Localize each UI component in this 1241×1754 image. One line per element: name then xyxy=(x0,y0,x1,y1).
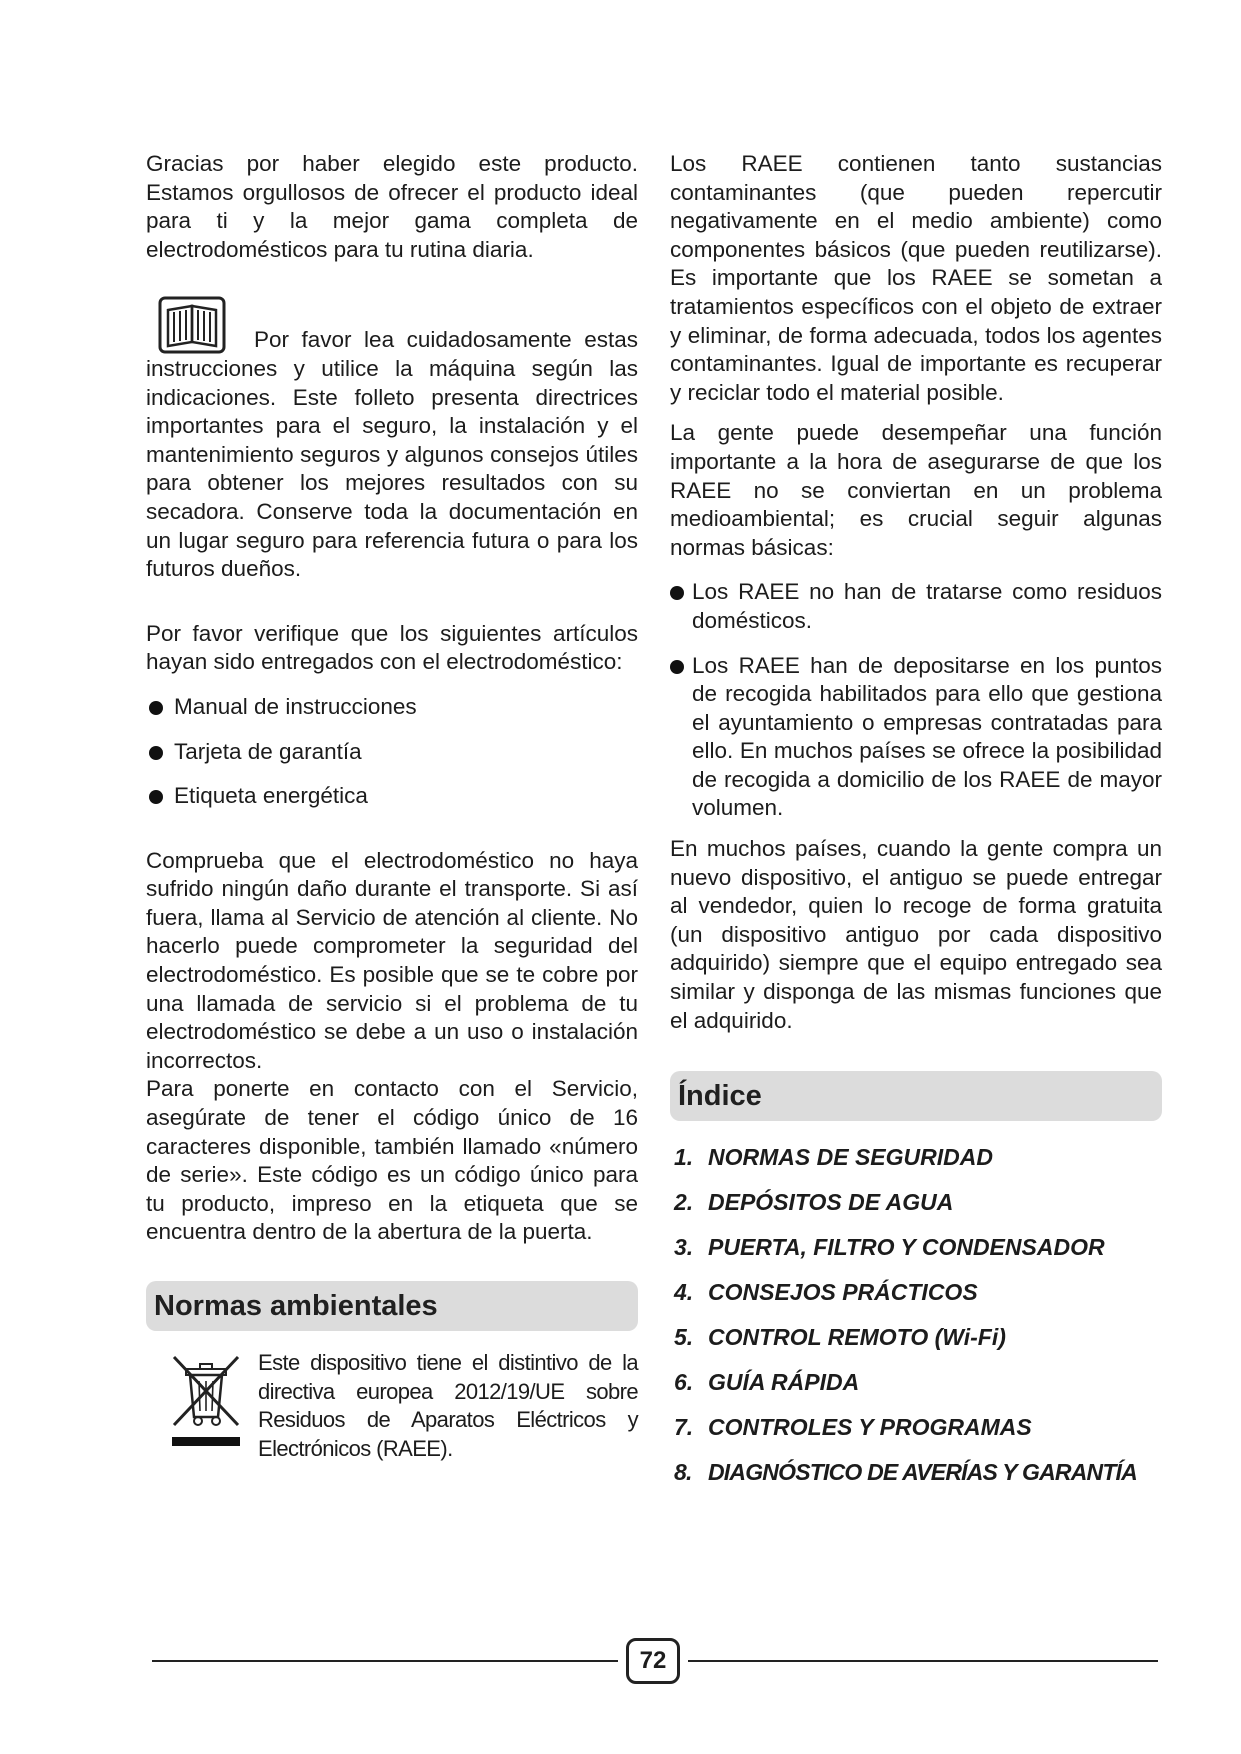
crossed-out-wheelie-bin-icon xyxy=(166,1349,246,1449)
toc-item[interactable]: 1. NORMAS DE SEGURIDAD xyxy=(674,1144,993,1171)
check-damage-paragraph: Comprueba que el electrodoméstico no haya sufrido ningún daño durante el transporte. Si así fuera, llama al Servicio de atención al cliente. No hacerlo puede comprometer la seguridad del electrodoméstico. Es posible que se te cobre por una llamada de servicio si el problema de tu electrodoméstico se debe a un uso o instalación incorrectos. xyxy=(146,847,638,1073)
right-column xyxy=(670,150,1162,1503)
list-item: Manual de instrucciones xyxy=(146,693,638,722)
toc-item[interactable]: 5. CONTROL REMOTO (Wi-Fi) xyxy=(674,1324,1006,1351)
delivered-items-list xyxy=(146,693,638,811)
page-number: 72 xyxy=(626,1638,680,1684)
left-column xyxy=(146,150,638,1463)
list-item: Los RAEE han de depositarse en los puntos de recogida habilitados para ello que gestiona el ayuntamiento o empresas contratadas para ello. En muchos países se ofrece la posibilidad de recogida a domicilio de los RAEE de mayor volumen. xyxy=(670,652,1162,824)
read-instructions-block xyxy=(146,306,638,583)
toc-item[interactable]: 8. DIAGNÓSTICO DE AVERÍAS Y GARANTÍA xyxy=(674,1459,1137,1486)
toc-item[interactable]: 7. CONTROLES Y PROGRAMAS xyxy=(674,1414,1032,1441)
verify-paragraph: Por favor verifique que los siguientes artículos hayan sido entregados con el electrodoméstico: xyxy=(146,620,638,675)
weee-block xyxy=(146,1349,638,1463)
toc-item[interactable]: 2. DEPÓSITOS DE AGUA xyxy=(674,1189,954,1216)
toc-item[interactable]: 4. CONSEJOS PRÁCTICOS xyxy=(674,1279,978,1306)
intro-paragraph: Gracias por haber elegido este producto. Estamos orgullosos de ofrecer el producto ideal para ti y la mejor gama completa de electrodomésticos para tu rutina diaria. xyxy=(146,151,638,262)
weee-paragraph: Este dispositivo tiene el distintivo de la directiva europea 2012/19/UE sobre Residuos de Aparatos Eléctricos y Electrónicos (RAEE). xyxy=(258,1350,638,1461)
footer-rule-left xyxy=(152,1660,618,1662)
countries-paragraph: En muchos países, cuando la gente compra un nuevo dispositivo, el antiguo se puede entregar al vendedor, quien lo recoge de forma gratuita (un dispositivo antiguo por cada dispositivo adquirido) siempre que el equipo entregado sea similar y disponga de las mismas funciones que el adquirido. xyxy=(670,836,1162,1033)
footer-rule-right xyxy=(688,1660,1158,1662)
environment-heading: Normas ambientales xyxy=(146,1281,638,1331)
list-item: Tarjeta de garantía xyxy=(146,738,638,767)
raee-rules-list xyxy=(670,578,1162,823)
index-heading: Índice xyxy=(670,1071,1162,1121)
read-instructions-paragraph: Por favor lea cuidadosamente estas instrucciones y utilice la máquina según las indicaciones. Este folleto presenta directrices importantes para el seguro, la instalación y el mantenimiento seguros y algunos consejos útiles para obtener los mejores resultados con su secadora. Conserve toda la documentación en un lugar seguro para referencia futura o para los futuros dueños. xyxy=(146,327,638,582)
toc-item[interactable]: 3. PUERTA, FILTRO Y CONDENSADOR xyxy=(674,1234,1105,1261)
raee-content-paragraph: Los RAEE contienen tanto sustancias contaminantes (que pueden repercutir negativamente en el medio ambiente) como componentes básicos (que pueden reutilizarse). Es importante que los RAEE se sometan a tratamientos específicos con el objeto de extraer y eliminar, de forma adecuada, todos los agentes contaminantes. Igual de importante es recuperar y reciclar todo el material posible. xyxy=(670,151,1162,405)
book-icon xyxy=(158,296,226,354)
people-role-paragraph: La gente puede desempeñar una función importante a la hora de asegurarse de que los RAEE no se conviertan en un problema medioambiental; es crucial seguir algunas normas básicas: xyxy=(670,420,1162,560)
table-of-contents xyxy=(670,1143,1162,1486)
list-item: Los RAEE no han de tratarse como residuos domésticos. xyxy=(670,578,1162,635)
contact-paragraph: Para ponerte en contacto con el Servicio, asegúrate de tener el código único de 16 caracteres disponible, también llamado «número de serie». Este código es un código único para tu producto, impreso en la etiqueta que se encuentra dentro de la abertura de la puerta. xyxy=(146,1076,638,1245)
list-item: Etiqueta energética xyxy=(146,782,638,811)
toc-item[interactable]: 6. GUÍA RÁPIDA xyxy=(674,1369,860,1396)
